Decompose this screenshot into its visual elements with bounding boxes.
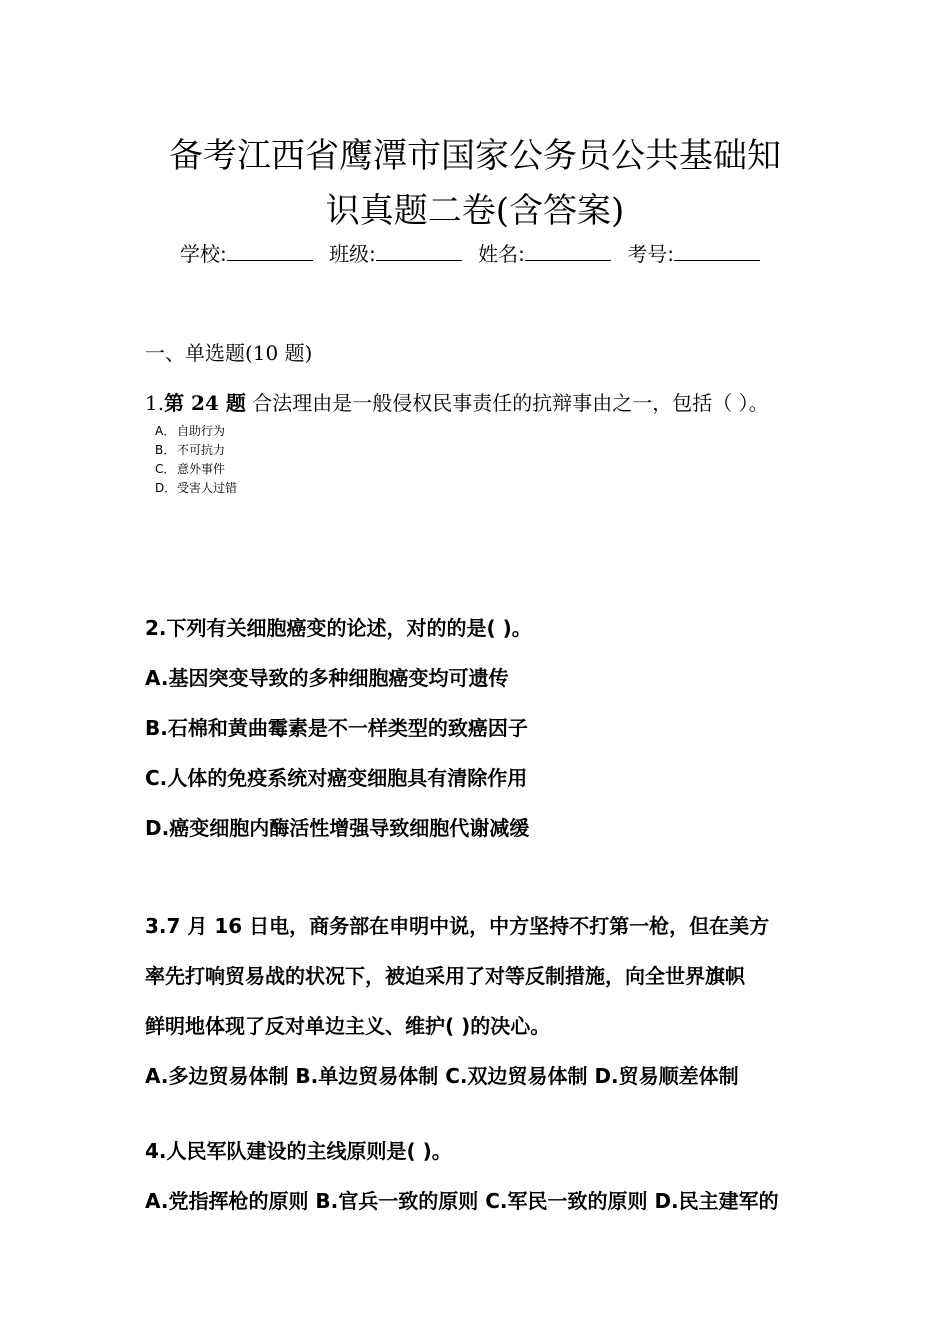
question-1 bbox=[145, 387, 769, 416]
section-heading: 一、单选题(10 题) bbox=[145, 341, 313, 365]
question-3-line1: 3.7 月 16 日电，商务部在申明中说，中方坚持不打第一枪，但在美方 bbox=[145, 914, 770, 938]
class-label: 班级: bbox=[329, 242, 376, 266]
question-4-stem: 4.人民军队建设的主线原则是( )。 bbox=[145, 1139, 452, 1163]
question-1-number: 1. bbox=[145, 391, 165, 415]
question-3-options: A.多边贸易体制 B.单边贸易体制 C.双边贸易体制 D.贸易顺差体制 bbox=[145, 1064, 739, 1088]
option-b: B． 不可抗力 bbox=[155, 443, 226, 457]
question-2-option-a: A.基因突变导致的多种细胞癌变均可遗传 bbox=[145, 666, 509, 690]
question-1-options bbox=[155, 422, 237, 498]
question-1-text: 合法理由是一般侵权民事责任的抗辩事由之一，包括（ ）。 bbox=[252, 391, 769, 415]
class-blank bbox=[376, 244, 462, 261]
question-3-line3: 鲜明地体现了反对单边主义、维护( )的决心。 bbox=[145, 1014, 551, 1038]
option-a: A． 自助行为 bbox=[155, 424, 226, 438]
question-2-option-d: D.癌变细胞内酶活性增强导致细胞代谢减缓 bbox=[145, 816, 530, 840]
school-label: 学校: bbox=[179, 242, 227, 266]
question-2-option-c: C.人体的免疫系统对癌变细胞具有清除作用 bbox=[145, 766, 528, 790]
question-3-line2: 率先打响贸易战的状况下，被迫采用了对等反制措施，向全世界旗帜 bbox=[145, 964, 745, 988]
question-2-stem: 2.下列有关细胞癌变的论述，对的的是( )。 bbox=[145, 616, 532, 640]
document-title-line2: 识真题二卷(含答案) bbox=[325, 191, 625, 231]
school-blank bbox=[227, 244, 313, 261]
question-4-options: A.党指挥枪的原则 B.官兵一致的原则 C.军民一致的原则 D.民主建军的 bbox=[145, 1189, 779, 1213]
option-d: D．受害人过错 bbox=[155, 481, 238, 495]
number-label: 考号: bbox=[627, 242, 675, 266]
student-info-line bbox=[0, 238, 950, 267]
name-blank bbox=[525, 244, 611, 261]
option-c: C． 意外事件 bbox=[155, 462, 226, 476]
document-title-line1: 备考江西省鹰潭市国家公务员公共基础知 bbox=[169, 136, 781, 176]
name-label: 姓名: bbox=[478, 242, 525, 266]
number-blank bbox=[674, 244, 760, 261]
question-2-option-b: B.石棉和黄曲霉素是不一样类型的致癌因子 bbox=[145, 716, 528, 740]
question-1-label: 第 24 题 bbox=[164, 391, 246, 415]
